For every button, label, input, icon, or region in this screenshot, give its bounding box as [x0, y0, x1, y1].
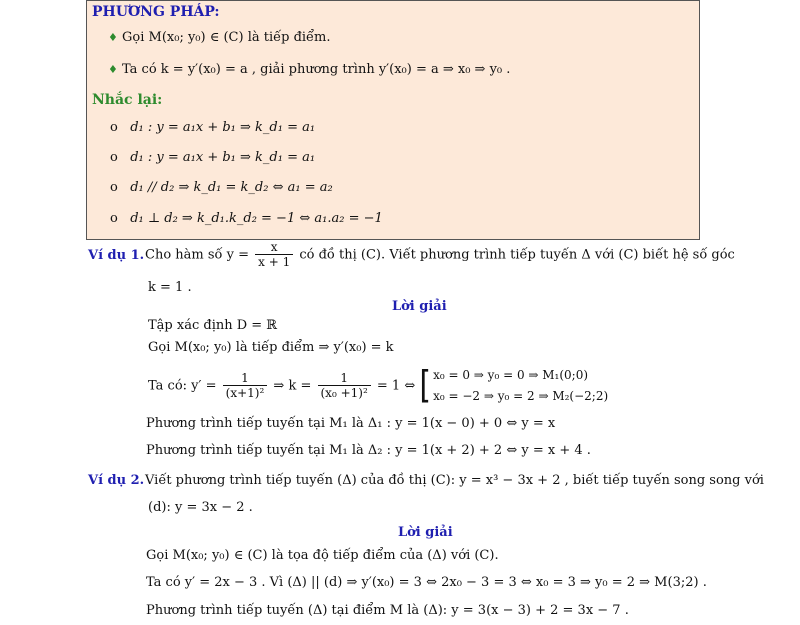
- recall-item: [110, 180, 333, 195]
- recall-item: [110, 211, 383, 226]
- recall-item: [110, 150, 315, 165]
- diamond-bullet-icon: ♦: [108, 63, 118, 76]
- math-text: = 1 ⇔: [376, 378, 416, 394]
- solution-2-line-2: Ta có y′ = 2x − 3 . Vì (Δ) || (d) ⇒ y′(x₀) = 3 ⇔ 2x₀ − 3 = 3 ⇔ x₀ = 3 ⇒ y₀ = 2 ⇒ M(3;2) .: [146, 575, 707, 590]
- fraction: [255, 240, 293, 270]
- method-bullet-1: [108, 30, 331, 45]
- math-text: ⇒ k =: [273, 378, 312, 394]
- recall-item-text: d₁ : y = a₁x + b₁ ⇒ k_d₁ = a₁: [130, 150, 316, 165]
- statement-text: Cho hàm số y =: [145, 247, 249, 263]
- circle-bullet-icon: o: [110, 180, 118, 195]
- solution-2-line-3: Phương trình tiếp tuyến (Δ) tại điểm M là (Δ): y = 3(x − 3) + 2 = 3x − 7 .: [146, 603, 629, 618]
- fraction-denominator: x + 1: [258, 255, 291, 269]
- solution-1-line-1: Tập xác định D = ℝ: [148, 318, 278, 333]
- example-2-statement: Viết phương trình tiếp tuyến (Δ) của đồ thị (C): y = x³ − 3x + 2 , biết tiếp tuyến song song với: [145, 473, 764, 488]
- fraction-denominator: (x+1)²: [225, 386, 265, 400]
- solution-1-line-5: Phương trình tiếp tuyến tại M₁ là Δ₂ : y = 1(x + 2) + 2 ⇔ y = x + 4 .: [146, 443, 591, 458]
- example-2-statement-cont: (d): y = 3x − 2 .: [148, 500, 253, 515]
- method-bullet-1-text: Gọi M(x₀; y₀) ∈ (C) là tiếp điểm.: [122, 30, 331, 45]
- solution-1-line-3: [148, 365, 608, 407]
- circle-bullet-icon: o: [110, 150, 118, 165]
- recall-item-text: d₁ // d₂ ⇒ k_d₁ = k_d₂ ⇔ a₁ = a₂: [130, 180, 333, 195]
- example-2-label: Ví dụ 2.: [88, 473, 145, 488]
- recall-item-text: d₁ ⊥ d₂ ⇒ k_d₁.k_d₂ = −1 ⇔ a₁.a₂ = −1: [130, 211, 383, 226]
- solution-1-line-4: Phương trình tiếp tuyến tại M₁ là Δ₁ : y = 1(x − 0) + 0 ⇔ y = x: [146, 416, 556, 431]
- math-text: Ta có: y′ =: [148, 378, 217, 394]
- recall-item-text: d₁ : y = a₁x + b₁ ⇒ k_d₁ = a₁: [130, 120, 316, 135]
- solution-1-line-2: Gọi M(x₀; y₀) là tiếp điểm ⇒ y′(x₀) = k: [148, 340, 394, 355]
- system-row: x₀ = −2 ⇒ y₀ = 2 ⇒ M₂(−2;2): [433, 389, 609, 403]
- system-row: x₀ = 0 ⇒ y₀ = 0 ⇒ M₁(0;0): [433, 368, 589, 382]
- fraction-denominator: (x₀ +1)²: [320, 386, 368, 400]
- solution-title-1: Lời giải: [392, 299, 447, 314]
- recall-heading: Nhắc lại:: [92, 92, 163, 108]
- method-heading: PHƯƠNG PHÁP:: [92, 4, 220, 20]
- circle-bullet-icon: o: [110, 120, 118, 135]
- solution-title-2: Lời giải: [398, 525, 453, 540]
- fraction-numerator: x: [255, 240, 293, 255]
- circle-bullet-icon: o: [110, 211, 118, 226]
- statement-text: có đồ thị (C). Viết phương trình tiếp tuyến Δ với (C) biết hệ số góc: [299, 247, 735, 263]
- fraction-numerator: 1: [223, 371, 268, 386]
- left-bracket-icon: [: [419, 363, 432, 408]
- recall-item: [110, 120, 315, 135]
- method-bullet-2: [108, 62, 510, 77]
- method-bullet-2-text: Ta có k = y′(x₀) = a , giải phương trình y′(x₀) = a ⇒ x₀ ⇒ y₀ .: [122, 62, 511, 77]
- solution-2-line-1: Gọi M(x₀; y₀) ∈ (C) là tọa độ tiếp điểm của (Δ) với (C).: [146, 548, 499, 563]
- diamond-bullet-icon: ♦: [108, 31, 118, 44]
- example-1-label: Ví dụ 1.: [88, 248, 145, 263]
- fraction: [223, 371, 268, 401]
- example-1-statement-cont: k = 1 .: [148, 280, 192, 295]
- example-1-statement: [145, 240, 735, 270]
- fraction: [318, 371, 371, 401]
- equation-system: [433, 365, 608, 407]
- fraction-numerator: 1: [318, 371, 371, 386]
